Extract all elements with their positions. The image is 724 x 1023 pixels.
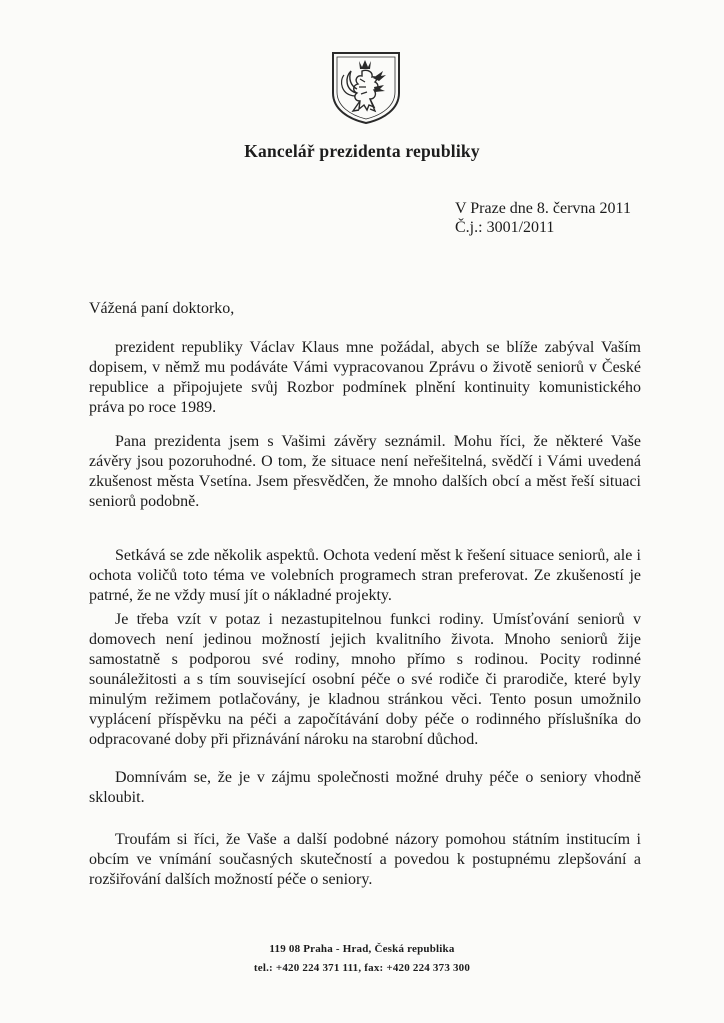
paragraph-2: Pana prezidenta jsem s Vašimi závěry seznámil. Mohu říci, že některé Vaše závěry jsou pozoruhodné. O tom, že situace není neřešitelná, svědčí i Vámi uvedená zkušenost města Vsetína. Jsem přesvědčen, že mnoho dalších obcí a měst řeší situaci seniorů podobně. (89, 433, 641, 510)
footer-address: 119 08 Praha - Hrad, Česká republika (269, 943, 455, 955)
salutation: Vážená paní doktorko, (89, 300, 235, 317)
office-name: Kancelář prezidenta republiky (244, 141, 480, 161)
coat-of-arms-icon (329, 49, 403, 125)
reference-number: Č.j.: 3001/2011 (455, 219, 555, 236)
paragraph-3: Setkává se zde několik aspektů. Ochota vedení měst k řešení situace seniorů, ale i ochota voličů toto téma ve volebních programech stran preferovat. Ze zkušeností je patrné, že ne vždy musí jít o nákladné projekty. (89, 547, 641, 604)
paragraph-4: Je třeba vzít v potaz i nezastupitelnou funkci rodiny. Umísťování seniorů v domovech není jedinou možností jejich kvalitního života. Mnoho seniorů žije samostatně s podporou své rodiny, mnoho přímo s rodinou. Pocity rodinné sounáležitosti a s tím související osobní péče o své rodiče či prarodiče, které byly minulým režimem potlačovány, je kladnou stránkou věci. Tento posun umožnilo vyplácení příspěvku na péči a započítávání doby péče o rodinného příslušníka do odpracované doby při přiznávání nároku na starobní důchod. (89, 611, 641, 748)
footer-contacts: tel.: +420 224 371 111, fax: +420 224 373 300 (253, 962, 471, 974)
date-line: V Praze dne 8. června 2011 (455, 200, 631, 217)
paragraph-1: prezident republiky Václav Klaus mne požádal, abych se blíže zabýval Vaším dopisem, v němž mu podáváte Vámi vypracovanou Zprávu o životě seniorů v České republice a připojujete svůj Rozbor podmínek plnění kontinuity komunistického práva po roce 1989. (89, 339, 641, 416)
date-reference-block (455, 199, 631, 237)
paragraph-6: Troufám si říci, že Vaše a další podobné názory pomohou státním institucím i obcím ve vnímání současných skutečností a povedou k postupnému zlepšování a rozšiřování dalších možností péče o seniory. (89, 831, 641, 888)
paragraph-5: Domnívám se, že je v zájmu společnosti možné druhy péče o seniory vhodně skloubit. (89, 769, 641, 806)
